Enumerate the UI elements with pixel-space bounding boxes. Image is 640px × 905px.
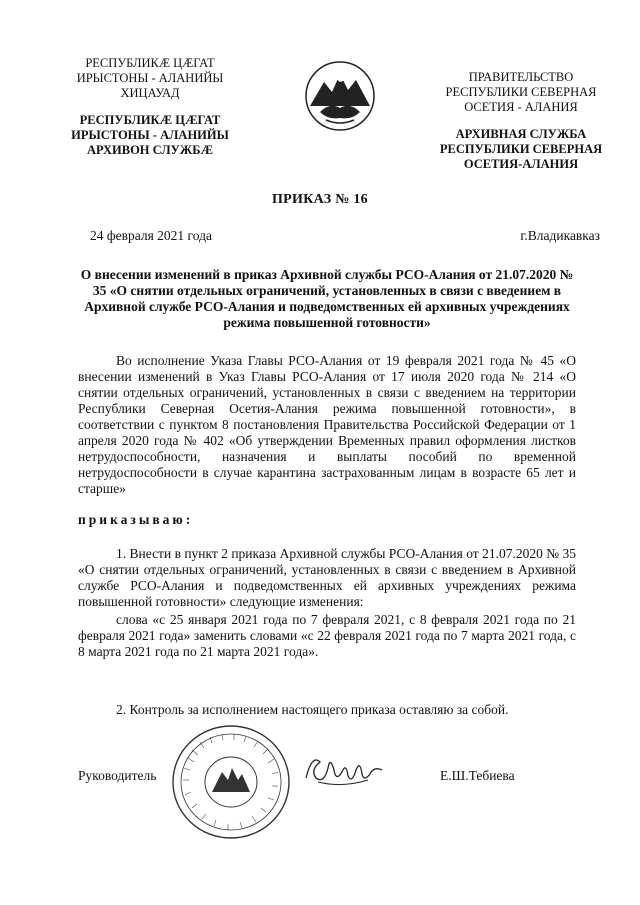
signer-name: Е.Ш.Тебиева bbox=[440, 768, 515, 783]
header-right-line6: ОСЕТИЯ-АЛАНИЯ bbox=[463, 157, 579, 171]
header-right-russian bbox=[418, 70, 624, 172]
item-1-paragraph: 1. Внести в пункт 2 приказа Архивной службы РСО-Алания от 21.07.2020 № 35 «О снятии отдельных ограничений, установленных в связи с введением в Архивной службе РСО-Алания и подведомственных ей архивных учреждениях режима повышенной готовности» следующие изменения: bbox=[78, 546, 576, 609]
header-left-line2: ИРЫСТОНЫ - АЛАНИЙЫ bbox=[76, 71, 224, 85]
order-word: приказываю: bbox=[78, 512, 194, 527]
header-left-line1: РЕСПУБЛИКӔ ЦӔГАТ bbox=[85, 56, 215, 70]
item-2-paragraph: 2. Контроль за исполнением настоящего приказа оставляю за собой. bbox=[116, 702, 509, 717]
header-right-line3: ОСЕТИЯ - АЛАНИЯ bbox=[464, 100, 578, 114]
header-right-line1: ПРАВИТЕЛЬСТВО bbox=[468, 70, 574, 84]
document-date: 24 февраля 2021 года bbox=[90, 228, 212, 243]
handwritten-signature-icon bbox=[298, 748, 388, 794]
header-left-line3: ХИЦАУАД bbox=[120, 86, 180, 100]
preamble-paragraph: Во исполнение Указа Главы РСО-Алания от 19 февраля 2021 года № 45 «О внесении изменений в Указ Главы РСО-Алания от 17 июля 2020 года № 214 «О снятии отдельных ограничений, установленных в связи с введением на территории Республики Северная Осетия-Алания режима повышенной готовности», в соответствии с пунктом 8 постановления Правительства Российской Федерации от 1 апреля 2020 года № 402 «Об утверждении Временных правил оформления листков нетрудоспособности, назначения и выплаты пособий по временной нетрудоспособности в случае карантина застрахованным лицам в возрасте 65 лет и старше» bbox=[78, 353, 576, 496]
header-right-line4: АРХИВНАЯ СЛУЖБА bbox=[455, 127, 587, 141]
replacement-paragraph: слова «с 25 января 2021 года по 7 февраля 2021, с 8 февраля 2021 года по 21 февраля 2021 года» заменить словами «с 22 февраля 2021 года по 7 марта 2021 года, с 8 марта 2021 года по 21 марта 2021 года». bbox=[78, 612, 576, 659]
document-city: г.Владикавказ bbox=[520, 228, 600, 243]
document-subject: О внесении изменений в приказ Архивной службы РСО-Алания от 21.07.2020 № 35 «О снятии отдельных ограничений, установленных в связи с введением в Архивной службе РСО-Алания и подведомственных ей архивных учреждениях режима повышенной готовности» bbox=[80, 267, 574, 330]
header-right-line2: РЕСПУБЛИКИ СЕВЕРНАЯ bbox=[445, 85, 597, 99]
coat-of-arms-icon bbox=[300, 60, 380, 134]
official-stamp-icon bbox=[168, 722, 294, 842]
header-left-line4: РЕСПУБЛИКӔ ЦӔГАТ bbox=[79, 113, 221, 127]
document-title: ПРИКАЗ № 16 bbox=[271, 192, 368, 207]
header-left-line6: АРХИВОН СЛУЖБӔ bbox=[87, 143, 213, 157]
header-right-line5: РЕСПУБЛИКИ СЕВЕРНАЯ bbox=[439, 142, 603, 156]
signer-title: Руководитель bbox=[78, 768, 157, 783]
header-left-ossetian bbox=[40, 56, 260, 158]
header-left-line5: ИРЫСТОНЫ - АЛАНИЙЫ bbox=[71, 128, 229, 142]
